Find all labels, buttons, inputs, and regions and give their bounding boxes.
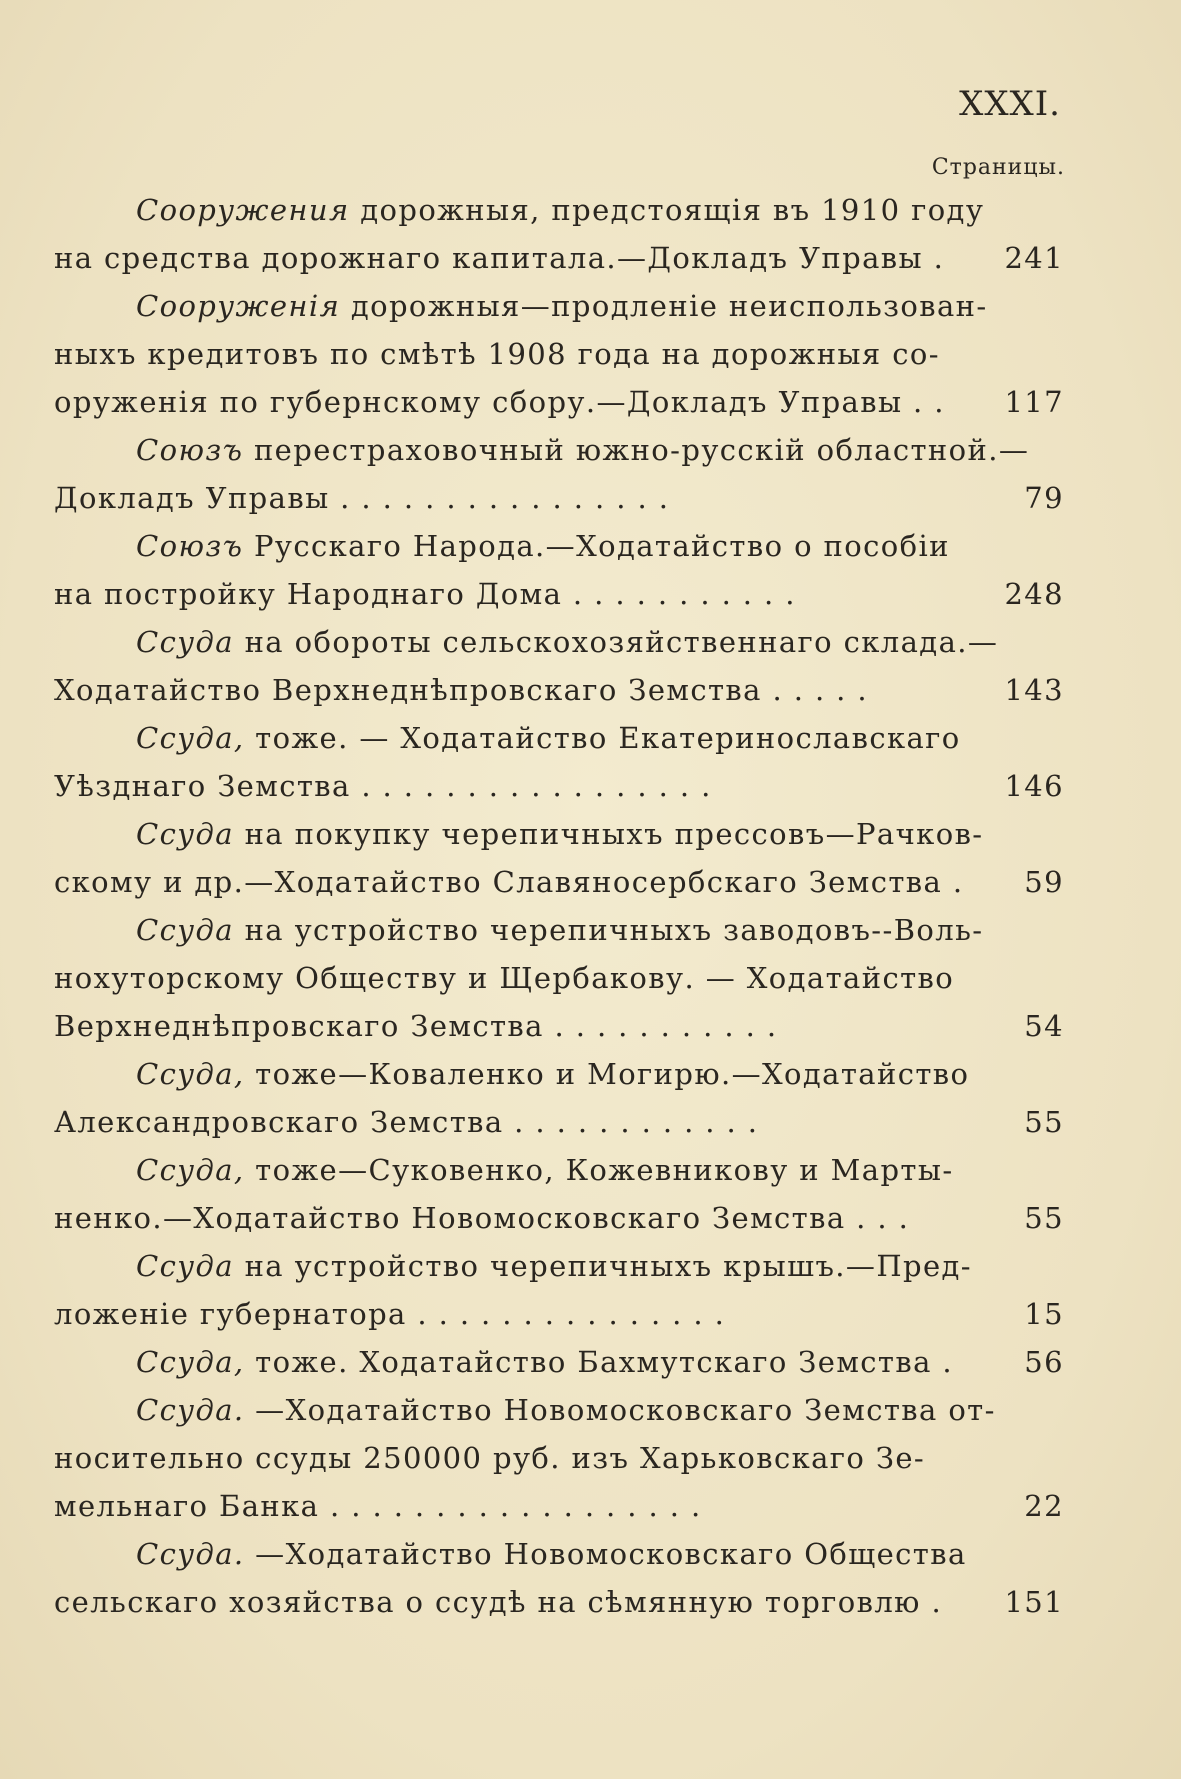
entry-page-number: 55	[1024, 1201, 1064, 1235]
entry-line-text: Ходатайство Верхнеднѣпровскаго Земства . . . . .	[54, 673, 869, 707]
entry-text	[136, 186, 985, 234]
entry-text	[54, 1098, 906, 1146]
index-entry	[54, 714, 1064, 810]
entry-text	[136, 810, 984, 858]
entry-line-text: скому и др.—Ходатайство Славяносербскаго Земства .	[54, 865, 964, 899]
entry-page-number: 248	[1004, 577, 1064, 611]
pages-column-heading: Страницы.	[931, 155, 1065, 180]
entry-text	[54, 666, 906, 714]
entry-line	[54, 1578, 1064, 1626]
entry-line-text: дорожныя, предстоящія въ 1910 году	[360, 193, 985, 227]
entry-text	[136, 906, 984, 954]
page-number: XXXI.	[959, 84, 1061, 124]
entry-page-number: 15	[1024, 1297, 1064, 1331]
entry-keyword: Ссуда	[136, 1249, 234, 1283]
entry-text	[54, 858, 964, 906]
entry-line-text: на обороты сельскохозяйственнаго склада.—	[244, 625, 999, 659]
entry-line-text: сельскаго хозяйства о ссудѣ на сѣмянную торговлю .	[54, 1585, 943, 1619]
entry-line	[54, 282, 1064, 330]
entry-text	[136, 1530, 967, 1578]
index-entry	[54, 1050, 1064, 1146]
entry-line-text: —Ходатайство Новомосковскаго Общества	[255, 1537, 967, 1571]
entry-line	[54, 186, 1064, 234]
entry-page-number: 241	[1004, 241, 1064, 275]
entry-text	[54, 330, 940, 378]
entry-line-text: Уѣзднаго Земства . . . . . . . . . . . . . . . . .	[54, 769, 712, 803]
entry-line	[54, 330, 1064, 378]
entry-line-text: ненко.—Ходатайство Новомосковскаго Земства . . .	[54, 1201, 910, 1235]
entry-keyword: Ссуда.	[136, 1393, 245, 1427]
entry-line	[54, 1002, 1064, 1050]
entry-text	[54, 954, 955, 1002]
index-entry	[54, 1530, 1064, 1626]
entry-line	[54, 1338, 1064, 1386]
index-entry	[54, 282, 1064, 426]
entry-line-text: дорожныя—продленіе неиспользован-	[350, 289, 988, 323]
entry-line	[54, 954, 1064, 1002]
index-entry	[54, 522, 1064, 618]
entry-text	[136, 522, 950, 570]
entry-text	[54, 1194, 910, 1242]
index-entry	[54, 1338, 1064, 1386]
entry-line	[54, 1098, 1064, 1146]
entry-line-text: нохуторскому Обществу и Щербакову. — Ходатайство	[54, 961, 955, 995]
entry-line-text: тоже—Суковенко, Кожевникову и Марты-	[255, 1153, 954, 1187]
entry-text	[136, 1386, 996, 1434]
entry-page-number: 59	[1024, 865, 1064, 899]
entry-keyword: Ссуда,	[136, 1153, 245, 1187]
entry-line	[54, 1434, 1064, 1482]
entry-line-text: тоже. — Ходатайство Екатеринославскаго	[255, 721, 961, 755]
entry-text	[136, 618, 999, 666]
entry-line	[54, 618, 1064, 666]
entry-line	[54, 378, 1064, 426]
entry-page-number: 22	[1024, 1489, 1064, 1523]
index-entry	[54, 426, 1064, 522]
entry-line-text: перестраховочный южно-русскій областной.—	[253, 433, 1030, 467]
index-entry	[54, 906, 1064, 1050]
entry-page-number: 55	[1024, 1105, 1064, 1139]
entry-text	[54, 1002, 906, 1050]
entry-page-number: 79	[1024, 481, 1064, 515]
entry-page-number: 117	[1004, 385, 1064, 419]
entry-line	[54, 474, 1064, 522]
entry-keyword: Ссуда	[136, 817, 234, 851]
entry-line-text: на покупку черепичныхъ прессовъ—Рачков-	[244, 817, 984, 851]
entry-text	[54, 474, 906, 522]
entry-text	[136, 1050, 970, 1098]
entry-line-text: на постройку Народнаго Дома . . . . . . . . . . .	[54, 577, 796, 611]
entry-line-text: Русскаго Народа.—Ходатайство о пособіи	[253, 529, 950, 563]
entry-line	[54, 714, 1064, 762]
entry-keyword: Ссуда	[136, 625, 234, 659]
entry-line-text: тоже—Коваленко и Могирю.—Ходатайство	[255, 1057, 970, 1091]
entry-line-text: ныхъ кредитовъ по смѣтѣ 1908 года на дорожныя со-	[54, 337, 940, 371]
entry-keyword: Сооруженія	[136, 289, 341, 323]
entry-text	[54, 762, 906, 810]
entry-line	[54, 810, 1064, 858]
entry-line	[54, 1290, 1064, 1338]
entry-text	[54, 1482, 906, 1530]
entry-keyword: Сооружения	[136, 193, 350, 227]
entry-page-number: 56	[1024, 1345, 1064, 1379]
entry-text	[54, 1434, 926, 1482]
entry-line-text: на средства дорожнаго капитала.—Докладъ Управы .	[54, 241, 945, 275]
entry-text	[54, 234, 945, 282]
index-entries	[54, 186, 1064, 1626]
entry-keyword: Ссуда,	[136, 1345, 245, 1379]
index-entry	[54, 1242, 1064, 1338]
entry-keyword: Ссуда,	[136, 1057, 245, 1091]
entry-line	[54, 762, 1064, 810]
entry-keyword: Ссуда	[136, 913, 234, 947]
entry-page-number: 54	[1024, 1009, 1064, 1043]
entry-text	[54, 570, 906, 618]
entry-line	[54, 234, 1064, 282]
entry-keyword: Ссуда,	[136, 721, 245, 755]
entry-line-text: Александровскаго Земства . . . . . . . . . . . .	[54, 1105, 759, 1139]
entry-page-number: 151	[1004, 1585, 1064, 1619]
entry-line	[54, 1050, 1064, 1098]
entry-text	[136, 1242, 972, 1290]
entry-line-text: Верхнеднѣпровскаго Земства . . . . . . . . . . .	[54, 1009, 778, 1043]
entry-keyword: Союзъ	[136, 529, 244, 563]
index-entry	[54, 618, 1064, 714]
entry-page-number: 146	[1004, 769, 1064, 803]
entry-line	[54, 906, 1064, 954]
entry-line	[54, 426, 1064, 474]
index-entry	[54, 1386, 1064, 1530]
entry-text	[136, 1146, 954, 1194]
entry-line	[54, 1146, 1064, 1194]
entry-line-text: мельнаго Банка . . . . . . . . . . . . . . . . . .	[54, 1489, 702, 1523]
entry-text	[136, 1338, 954, 1386]
entry-line	[54, 858, 1064, 906]
entry-text	[54, 378, 945, 426]
entry-line-text: носительно ссуды 250000 руб. изъ Харьковскаго Зе-	[54, 1441, 926, 1475]
entry-line	[54, 1242, 1064, 1290]
entry-line-text: оруженія по губернскому сбору.—Докладъ Управы . .	[54, 385, 945, 419]
entry-line	[54, 570, 1064, 618]
entry-line-text: на устройство черепичныхъ заводовъ--Воль-	[244, 913, 984, 947]
entry-line	[54, 1386, 1064, 1434]
entry-text	[136, 714, 961, 762]
entry-line-text: ложеніе губернатора . . . . . . . . . . . . . . .	[54, 1297, 726, 1331]
entry-text	[54, 1578, 943, 1626]
entry-text	[136, 282, 988, 330]
index-entry	[54, 186, 1064, 282]
entry-line-text: —Ходатайство Новомосковскаго Земства от-	[255, 1393, 996, 1427]
index-entry	[54, 1146, 1064, 1242]
entry-page-number: 143	[1004, 673, 1064, 707]
entry-line-text: Докладъ Управы . . . . . . . . . . . . . . . .	[54, 481, 670, 515]
entry-text	[136, 426, 1030, 474]
entry-text	[54, 1290, 906, 1338]
entry-line	[54, 666, 1064, 714]
entry-keyword: Союзъ	[136, 433, 244, 467]
entry-line	[54, 1482, 1064, 1530]
entry-keyword: Ссуда.	[136, 1537, 245, 1571]
entry-line	[54, 522, 1064, 570]
entry-line-text: на устройство черепичныхъ крышъ.—Пред-	[244, 1249, 972, 1283]
entry-line	[54, 1194, 1064, 1242]
entry-line	[54, 1530, 1064, 1578]
entry-line-text: тоже. Ходатайство Бахмутскаго Земства .	[255, 1345, 954, 1379]
index-entry	[54, 810, 1064, 906]
